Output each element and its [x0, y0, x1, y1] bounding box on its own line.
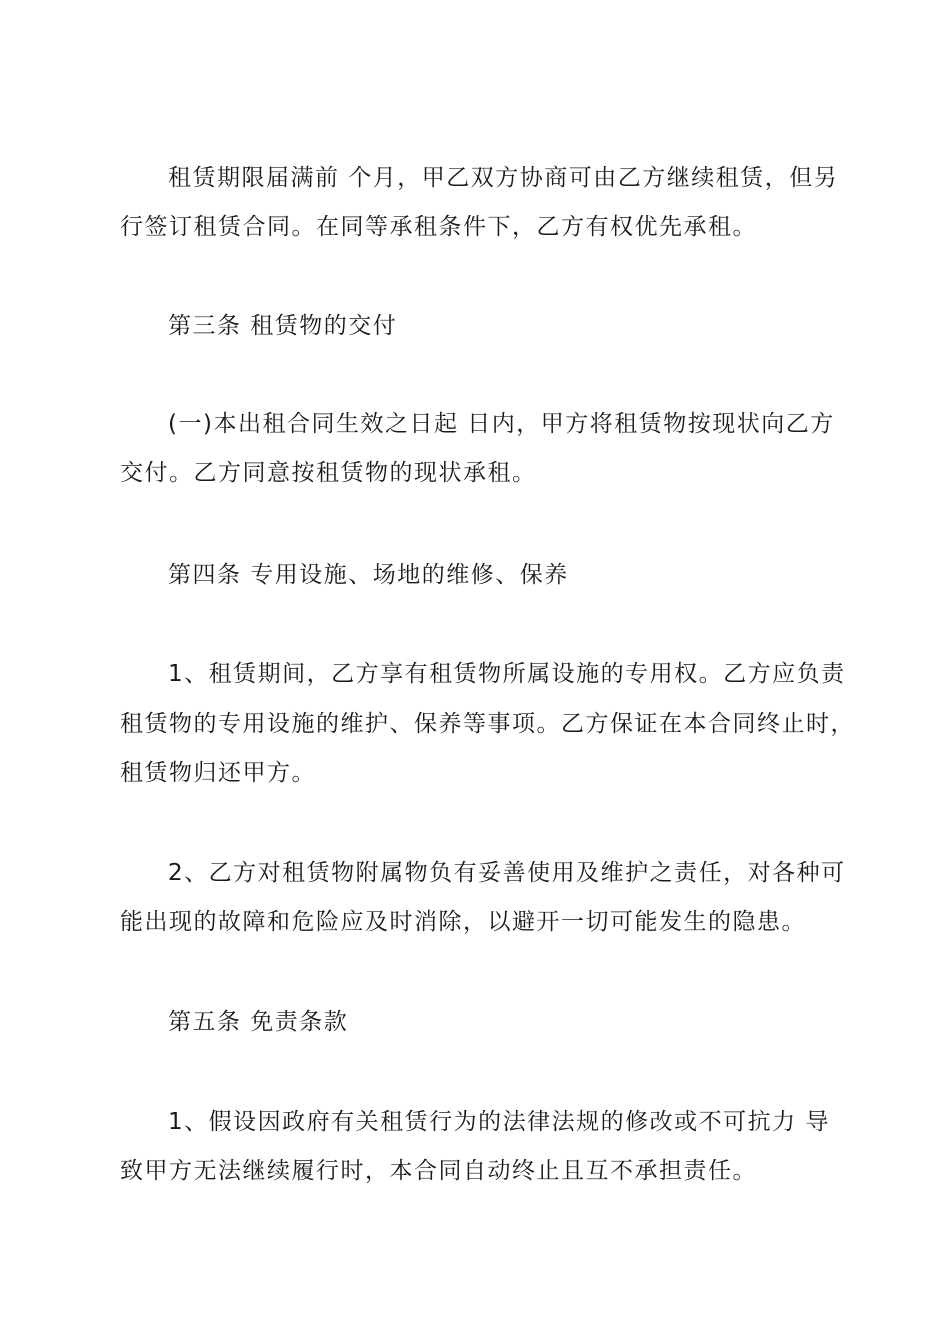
paragraph-delivery-line-2: 交付。乙方同意按租赁物的现状承租。 — [120, 460, 537, 486]
paragraph-maintenance-line-1: 2、乙方对租赁物附属物负有妥善使用及维护之责任，对各种可 — [168, 860, 846, 886]
paragraph-renewal-line-2: 行签订租赁合同。在同等承租条件下，乙方有权优先承租。 — [120, 214, 757, 240]
article-3-heading: 第三条 租赁物的交付 — [168, 313, 398, 339]
paragraph-facility-use-line-1: 1、租赁期间，乙方享有租赁物所属设施的专用权。乙方应负责 — [168, 661, 846, 687]
paragraph-renewal-line-1: 租赁期限届满前 个月，甲乙双方协商可由乙方继续租赁，但另 — [168, 165, 839, 191]
paragraph-facility-use-line-3: 租赁物归还甲方。 — [120, 760, 316, 786]
paragraph-facility-use-line-2: 租赁物的专用设施的维护、保养等事项。乙方保证在本合同终止时， — [120, 711, 855, 737]
paragraph-exemption-line-2: 致甲方无法继续履行时，本合同自动终止且互不承担责任。 — [120, 1158, 757, 1184]
paragraph-maintenance-line-2: 能出现的故障和危险应及时消除，以避开一切可能发生的隐患。 — [120, 909, 806, 935]
paragraph-delivery-line-1: (一)本出租合同生效之日起 日内，甲方将租赁物按现状向乙方 — [168, 411, 835, 437]
article-5-heading: 第五条 免责条款 — [168, 1009, 349, 1035]
paragraph-exemption-line-1: 1、假设因政府有关租赁行为的法律法规的修改或不可抗力 导 — [168, 1109, 830, 1135]
article-4-heading: 第四条 专用设施、场地的维修、保养 — [168, 562, 569, 588]
